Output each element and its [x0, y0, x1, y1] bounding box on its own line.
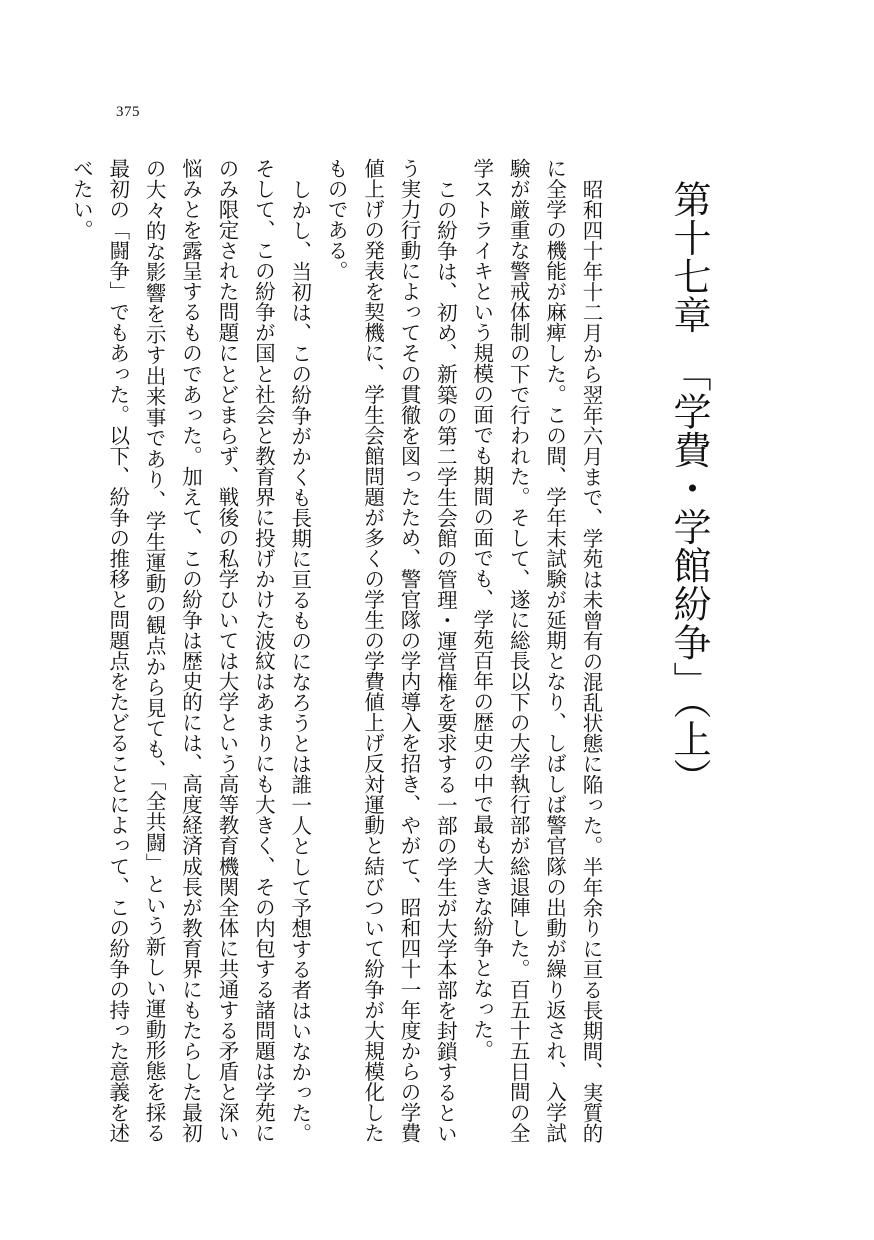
chapter-title: 第十七章 「学費・学館紛争」（上） — [667, 180, 711, 797]
paragraph: この紛争は、初め、新築の第二学生会館の管理・運営権を要求する一部の学生が大学本部を封鎖するという実力行動によってその貫徹を図ったため、警官隊の学内導入を招き、やがて、昭和四十一年度からの学費値上げの発表を契機に、学生会館問題が多くの学生の学費値上げ反対運動と結びついて紛争が大規模化したものである。 — [324, 158, 458, 1143]
paragraph: しかし、当初は、この紛争がかくも長期に亘るものになろうとは誰一人として予想する者はいなかった。そして、この紛争が国と社会と教育界に投げかけた波紋はあまりにも大きく、その内包する諸問題は学苑にのみ限定された問題にとどまらず、戦後の私学ひいては大学という高等教育機関全体に共通する矛盾と深い悩みとを露呈するものであった。加えて、この紛争は歴史的には、高度経済成長が教育界にもたらした最初の大々的な影響を示す出来事であり、学生運動の観点から見ても、「全共闘」という新しい運動形態を採る最初の「闘争」でもあった。以下、紛争の推移と問題点をたどることによって、この紛争の持った意義を述べたい。 — [69, 158, 312, 1144]
page-number: 375 — [116, 104, 140, 120]
body-text — [63, 158, 609, 1143]
paragraph: 昭和四十年十二月から翌年六月まで、学苑は未曾有の混乱状態に陥った。半年余りに亘る長期間、実質的に全学の機能が麻痺した。この間、学年末試験が延期となり、しばしば警官隊の出動が繰り返され、入学試験が厳重な警戒体制の下で行われた。そして、遂に総長以下の大学執行部が総退陣した。百五十五日間の全学ストライキという規模の面でも期間の面でも、学苑百年の歴史の中で最も大きな紛争となった。 — [469, 158, 603, 1143]
